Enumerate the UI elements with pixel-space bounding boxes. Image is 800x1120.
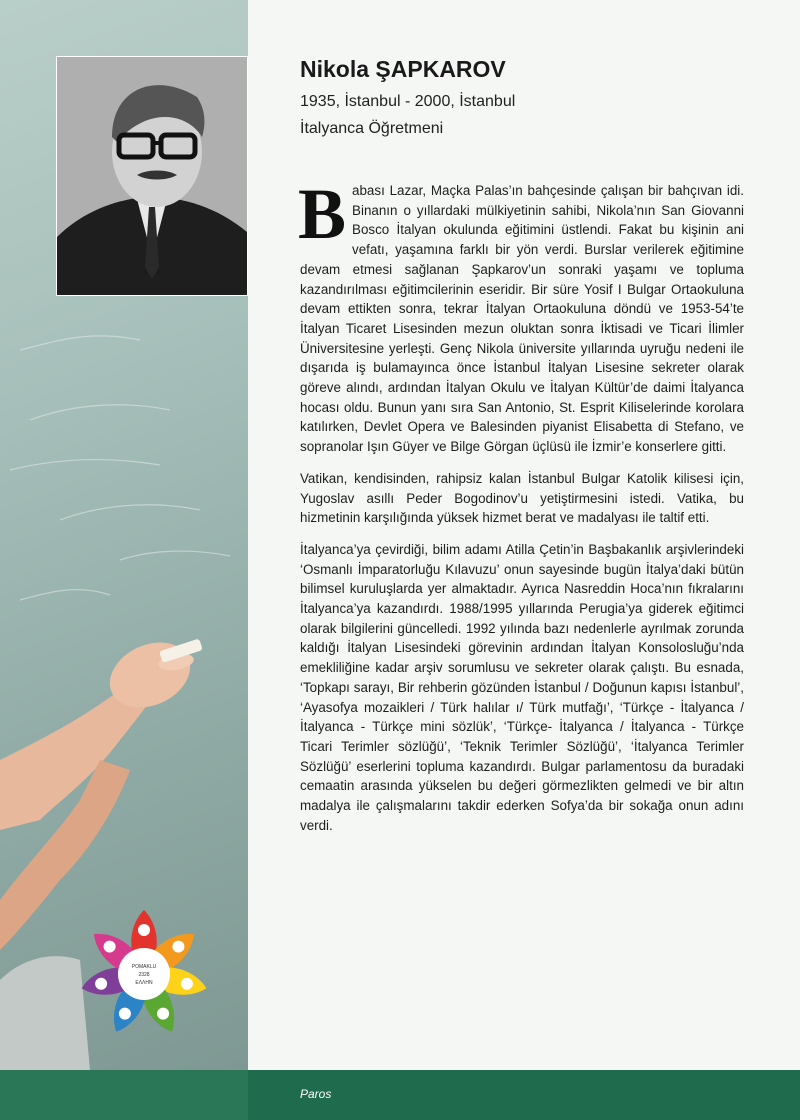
paragraph-2: Vatikan, kendisinden, rahipsiz kalan İstanbul Bulgar Katolik kilisesi için, Yugoslav asıllı Peder Bogodinov’u yetiştirmesini istedi. Vatika, bu hizmetinin karşılığında yüksek hizmet berat ve madalyası ile taltif etti. — [300, 470, 744, 526]
svg-text:2328: 2328 — [138, 972, 150, 978]
footer-left-block — [0, 1070, 248, 1120]
svg-text:ΕΛΛΗΝ: ΕΛΛΗΝ — [135, 980, 153, 986]
life-dates: 1935, İstanbul - 2000, İstanbul — [300, 93, 516, 110]
logo-petal-hole — [104, 941, 116, 953]
profession: İtalyanca Öğretmeni — [300, 120, 444, 137]
flower-logo — [66, 896, 222, 1052]
biography-text — [298, 174, 744, 848]
logo-petal-hole — [95, 978, 107, 990]
svg-text:POMAKLU: POMAKLU — [131, 964, 157, 970]
footer-label: Paros — [300, 1087, 332, 1101]
footer-bar — [0, 1070, 800, 1120]
logo-petal-hole — [157, 1008, 169, 1020]
paragraph-3: İtalyanca’ya çevirdiği, bilim adamı Atilla Çetin’in Başbakanlık arşivlerindeki ‘Osmanlı İmparatorluğu Kılavuzu’ onun sayesinde bugün İtalya’daki bütün bilimsel kuruluşlarda yer almaktadır. Ayrıca Nasreddin Hoca’nın fıkralarını İtalyanca’ya kazandırdı. 1988/1995 yıllarında Perugia’ya giderek eğitimci olarak bilgilerini güncelledi. 1992 yılında bazı nedenlerle ayrılmak zorunda kaldığı İtalyan Lisesindeki görevinin ardından İtalyan Konsolosluğu’nda emekliliğine kadar arşiv sorumlusu ve sekreter olarak çalıştı. Bu esnada, ‘Topkapı sarayı, Bir rehberin gözünden İstanbul / Doğunun kapısı İstanbul’, ‘Ayasofya mozaikleri / Türk halılar ı/ Türk mutfağı’, ‘Türkçe - İtalyanca / İtalyanca - Türkçe mini sözlük’, ‘Türkçe- İtalyanca / İtalyanca - Türkçe Ticari Terimler sözlüğü’, ‘Teknik Terimler Sözlüğü’, ‘İtalyanca Terimler Sözlüğü’ eserlerini topluma kazandırdı. Bulgar parlamentosu da buradaki cemaatin arasında yükselen bu değeri görmezlikten gelmedi ve bir altın madalya ile çalışmalarını takdir ederken Sofya’da bir sokağa onun adını verdi. — [300, 541, 744, 833]
portrait-photo — [56, 56, 248, 296]
logo-petal-hole — [181, 978, 193, 990]
logo-petal-hole — [138, 924, 150, 936]
drop-cap: B — [298, 174, 347, 254]
logo-petal-hole — [172, 941, 184, 953]
paragraph-1: Babası Lazar, Maçka Palas’ın bahçesinde çalışan bir bahçıvan idi. Binanın o yıllardaki mülkiyetinin sahibi, Nikola’nın San Giovanni Bosco İtalyan okulunda eğitimini üstlendi. Fakat bu kişinin ani vefatı, yaşamına farklı bir yön verdi. Burslar verilerek eğitimine devam etmesi sağlanan Şapkarov’un sonraki yaşamı ve topluma kazandırılması eğitimcilerinin eseridir. Bir süre Yosif I Bulgar Ortaokuluna devam ettikten sonra, tekrar İtalyan Ortaokuluna döndü ve 1953-54’te İtalyan Ticaret Lisesinden mezun oluktan sonra İktisadi ve Ticari İlimler Üniversitesine yerleşti. Genç Nikola üniversite yıllarında uyruğu nedeni ile dışarıda iş bulamayınca önce İstanbul İtalyan Lisesine sekreter olarak göreve alındı, ardından İtalyan Okulu ve İtalyan Kültür’de daimi İtalyanca hocası oldu. Bunun yanı sıra San Antonio, St. Esprit Kiliselerinde korolara katılırken, Devlet Opera ve Balesinden piyanist Elisabetta di Stefano, ve sopranolar Işın Güyer ve Bilge Görgan üçlüsü ile İzmir’e konserlere gitti. — [298, 174, 744, 455]
logo-petal-hole — [119, 1008, 131, 1020]
person-name: Nikola ŞAPKAROV — [300, 56, 506, 82]
